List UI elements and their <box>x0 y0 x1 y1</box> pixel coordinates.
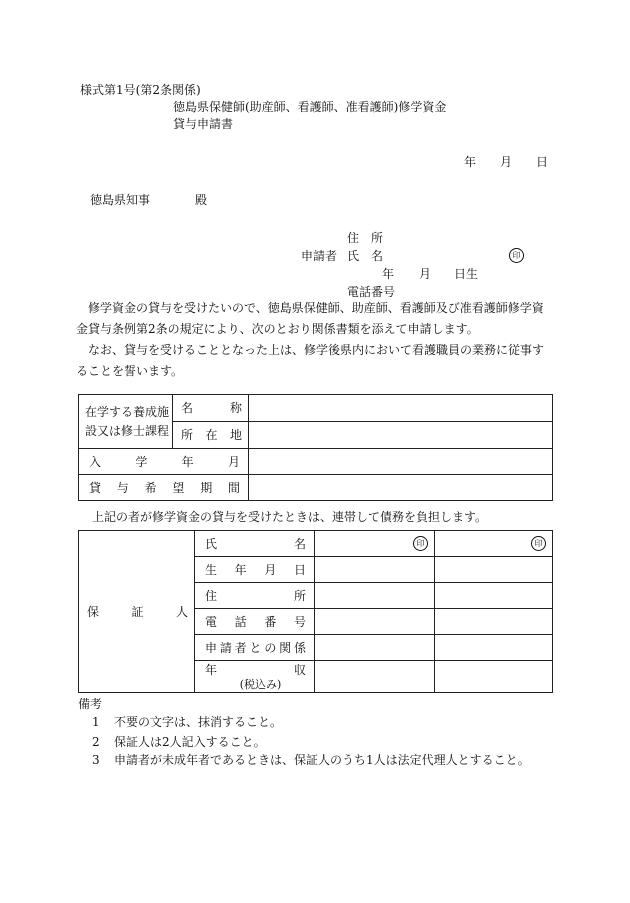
date-day: 日 <box>536 155 549 169</box>
guarantor-group-label: 保 証 人 <box>87 604 188 619</box>
guarantor-statement: 上記の者が修学資金の貸与を受けたときは、連帯して債務を負担します。 <box>92 510 488 524</box>
addressee-name: 徳島県知事 <box>90 193 151 207</box>
guarantor1-relation-value[interactable] <box>315 635 435 661</box>
remark-2-text: 保証人は2人記入すること。 <box>114 735 266 749</box>
form-title-line2: 貸与申請書 <box>173 117 234 131</box>
guarantor1-birth-value[interactable] <box>315 557 435 583</box>
guarantor-name-label: 氏 名 <box>205 536 306 551</box>
g-relation-label-cell <box>195 635 315 661</box>
school-group-label <box>79 395 173 449</box>
form-number: 様式第1号(第2条関係) <box>80 83 201 97</box>
remark-3-text: 申請者が未成年者であるときは、保証人のうち1人は法定代理人とすること。 <box>114 753 530 767</box>
g-income-label-cell <box>195 661 315 693</box>
entrance-label-cell <box>79 449 249 475</box>
guarantor1-address-value[interactable] <box>315 583 435 609</box>
school-group-label-line2: 設又は修士課程 <box>85 423 170 438</box>
guarantor1-income-value[interactable] <box>315 661 435 693</box>
applicant-label: 申請者 <box>301 249 338 263</box>
period-label: 貸 与 希 望 期 間 <box>89 480 240 495</box>
guarantor2-birth-value[interactable] <box>435 557 553 583</box>
date-month: 月 <box>500 155 513 169</box>
school-name-label-cell <box>173 395 249 422</box>
applicant-birth-year: 年 <box>382 267 395 281</box>
form-title-line1: 徳島県保健師(助産師、看護師、准看護師)修学資金 <box>173 100 447 114</box>
applicant-birth-month: 月 <box>419 267 432 281</box>
school-location-value[interactable] <box>249 422 553 449</box>
guarantor2-address-value[interactable] <box>435 583 553 609</box>
guarantor-phone-label: 電 話 番 号 <box>205 614 306 629</box>
applicant-phone-label: 電話番号 <box>347 285 396 299</box>
remark-1-num: 1 <box>92 715 100 729</box>
g-phone-label-cell <box>195 609 315 635</box>
body-paragraph-2: なお、貸与を受けることとなった上は、修学後県内において看護職員の業務に従事することを誓います。 <box>76 343 545 378</box>
school-table <box>78 394 553 501</box>
remark-1-text: 不要の文字は、抹消すること。 <box>114 715 283 729</box>
guarantor1-seal-icon: 印 <box>413 536 428 551</box>
period-label-cell <box>79 475 249 501</box>
guarantor2-phone-value[interactable] <box>435 609 553 635</box>
guarantor-address-label: 住 所 <box>205 588 306 603</box>
entrance-label: 入 学 年 月 <box>89 454 240 469</box>
guarantor-group-label-cell <box>79 531 195 693</box>
guarantor-relation-label: 申 請 者 と の 関 係 <box>205 640 306 655</box>
school-location-label-cell <box>173 422 249 449</box>
remark-2-num: 2 <box>92 735 100 749</box>
school-location-label: 所 在 地 <box>181 428 242 442</box>
remark-3-num: 3 <box>92 753 100 767</box>
period-value[interactable] <box>249 475 553 501</box>
guarantor1-phone-value[interactable] <box>315 609 435 635</box>
applicant-address-label: 住 所 <box>347 231 384 245</box>
g-address-label-cell <box>195 583 315 609</box>
guarantor2-relation-value[interactable] <box>435 635 553 661</box>
guarantor2-seal-icon: 印 <box>531 536 546 551</box>
guarantor2-income-value[interactable] <box>435 661 553 693</box>
g-birth-label-cell <box>195 557 315 583</box>
applicant-name-label: 氏 名 <box>347 249 384 263</box>
guarantor2-name-value[interactable] <box>435 531 553 557</box>
guarantor-income-note: (税込み) <box>239 678 282 691</box>
remarks-title: 備考 <box>78 697 103 711</box>
school-name-value[interactable] <box>249 395 553 422</box>
date-year: 年 <box>464 155 477 169</box>
addressee-honorific: 殿 <box>195 193 208 207</box>
guarantor1-name-value[interactable] <box>315 531 435 557</box>
guarantor-income-label: 年 収 <box>205 663 306 677</box>
guarantor-table <box>78 530 553 693</box>
applicant-seal-icon: 印 <box>509 248 524 263</box>
applicant-birth-day: 日生 <box>454 267 479 281</box>
school-group-label-line1: 在学する養成施 <box>85 404 170 419</box>
school-name-label: 名 称 <box>181 401 242 415</box>
g-name-label-cell <box>195 531 315 557</box>
guarantor-birth-label: 生 年 月 日 <box>205 562 306 577</box>
entrance-value[interactable] <box>249 449 553 475</box>
body-paragraph-1: 修学資金の貸与を受けたいので、徳島県保健師、助産師、看護師及び准看護師修学資金貸与条例第2条の規定により、次のとおり関係書類を添えて申請します。 <box>76 301 544 336</box>
